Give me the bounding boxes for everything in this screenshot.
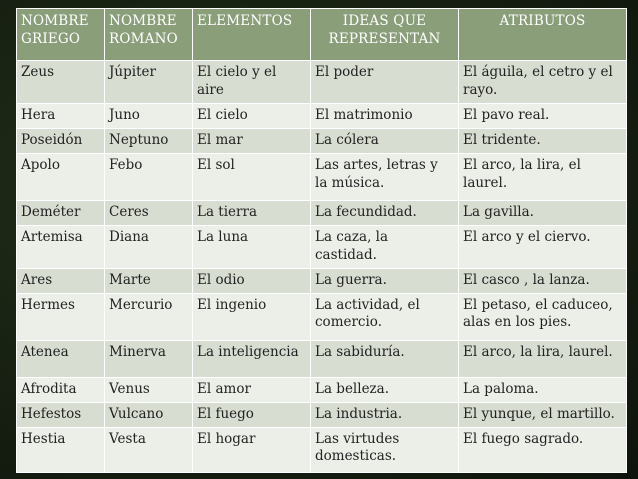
cell-element: El hogar xyxy=(193,427,311,472)
table-row xyxy=(17,61,627,104)
cell-roman: Marte xyxy=(105,268,193,293)
cell-attribute: El águila, el cetro y el rayo. xyxy=(459,61,627,104)
cell-roman: Febo xyxy=(105,154,193,201)
cell-attribute: El arco, la lira, el laurel. xyxy=(459,154,627,201)
cell-element: La inteligencia xyxy=(193,340,311,377)
cell-greek: Hestia xyxy=(17,427,105,472)
table-row xyxy=(17,293,627,340)
table-row xyxy=(17,154,627,201)
gods-table xyxy=(16,8,627,473)
cell-idea: El poder xyxy=(311,61,459,104)
cell-idea: La industria. xyxy=(311,402,459,427)
cell-roman: Venus xyxy=(105,377,193,402)
cell-element: El cielo xyxy=(193,104,311,129)
header-ideas: IDEAS QUE REPRESENTAN xyxy=(311,9,459,61)
cell-greek: Poseidón xyxy=(17,129,105,154)
cell-greek: Hermes xyxy=(17,293,105,340)
table-row xyxy=(17,402,627,427)
cell-attribute: El casco , la lanza. xyxy=(459,268,627,293)
cell-greek: Ares xyxy=(17,268,105,293)
cell-element: El ingenio xyxy=(193,293,311,340)
cell-roman: Vulcano xyxy=(105,402,193,427)
header-greek-name: NOMBRE GRIEGO xyxy=(17,9,105,61)
cell-attribute: El fuego sagrado. xyxy=(459,427,627,472)
cell-idea: El matrimonio xyxy=(311,104,459,129)
cell-element: El mar xyxy=(193,129,311,154)
cell-element: El odio xyxy=(193,268,311,293)
cell-roman: Júpiter xyxy=(105,61,193,104)
cell-attribute: El yunque, el martillo. xyxy=(459,402,627,427)
cell-idea: La actividad, el comercio. xyxy=(311,293,459,340)
table-row xyxy=(17,340,627,377)
cell-roman: Juno xyxy=(105,104,193,129)
cell-roman: Neptuno xyxy=(105,129,193,154)
cell-attribute: El tridente. xyxy=(459,129,627,154)
cell-attribute: La gavilla. xyxy=(459,201,627,226)
cell-idea: La fecundidad. xyxy=(311,201,459,226)
cell-idea: La caza, la castidad. xyxy=(311,226,459,269)
cell-greek: Atenea xyxy=(17,340,105,377)
cell-attribute: El arco y el ciervo. xyxy=(459,226,627,269)
cell-element: El sol xyxy=(193,154,311,201)
cell-element: La tierra xyxy=(193,201,311,226)
cell-idea: La guerra. xyxy=(311,268,459,293)
header-attributes: ATRIBUTOS xyxy=(459,9,627,61)
cell-element: El fuego xyxy=(193,402,311,427)
table-row xyxy=(17,377,627,402)
header-roman-name: NOMBRE ROMANO xyxy=(105,9,193,61)
cell-greek: Afrodita xyxy=(17,377,105,402)
cell-attribute: El pavo real. xyxy=(459,104,627,129)
table-row xyxy=(17,104,627,129)
cell-greek: Hefestos xyxy=(17,402,105,427)
cell-attribute: El arco, la lira, laurel. xyxy=(459,340,627,377)
cell-attribute: El petaso, el caduceo, alas en los pies. xyxy=(459,293,627,340)
table-row xyxy=(17,129,627,154)
cell-greek: Apolo xyxy=(17,154,105,201)
cell-greek: Zeus xyxy=(17,61,105,104)
cell-roman: Mercurio xyxy=(105,293,193,340)
cell-attribute: La paloma. xyxy=(459,377,627,402)
cell-element: El cielo y el aire xyxy=(193,61,311,104)
cell-idea: Las artes, letras y la música. xyxy=(311,154,459,201)
header-elements: ELEMENTOS xyxy=(193,9,311,61)
cell-greek: Deméter xyxy=(17,201,105,226)
cell-roman: Vesta xyxy=(105,427,193,472)
cell-idea: La sabiduría. xyxy=(311,340,459,377)
table-header-row xyxy=(17,9,627,61)
cell-greek: Artemisa xyxy=(17,226,105,269)
cell-idea: La cólera xyxy=(311,129,459,154)
table-row xyxy=(17,226,627,269)
cell-idea: La belleza. xyxy=(311,377,459,402)
cell-roman: Minerva xyxy=(105,340,193,377)
cell-idea: Las virtudes domesticas. xyxy=(311,427,459,472)
table-row xyxy=(17,427,627,472)
cell-roman: Diana xyxy=(105,226,193,269)
cell-greek: Hera xyxy=(17,104,105,129)
table-row xyxy=(17,201,627,226)
cell-roman: Ceres xyxy=(105,201,193,226)
cell-element: La luna xyxy=(193,226,311,269)
cell-element: El amor xyxy=(193,377,311,402)
table-row xyxy=(17,268,627,293)
